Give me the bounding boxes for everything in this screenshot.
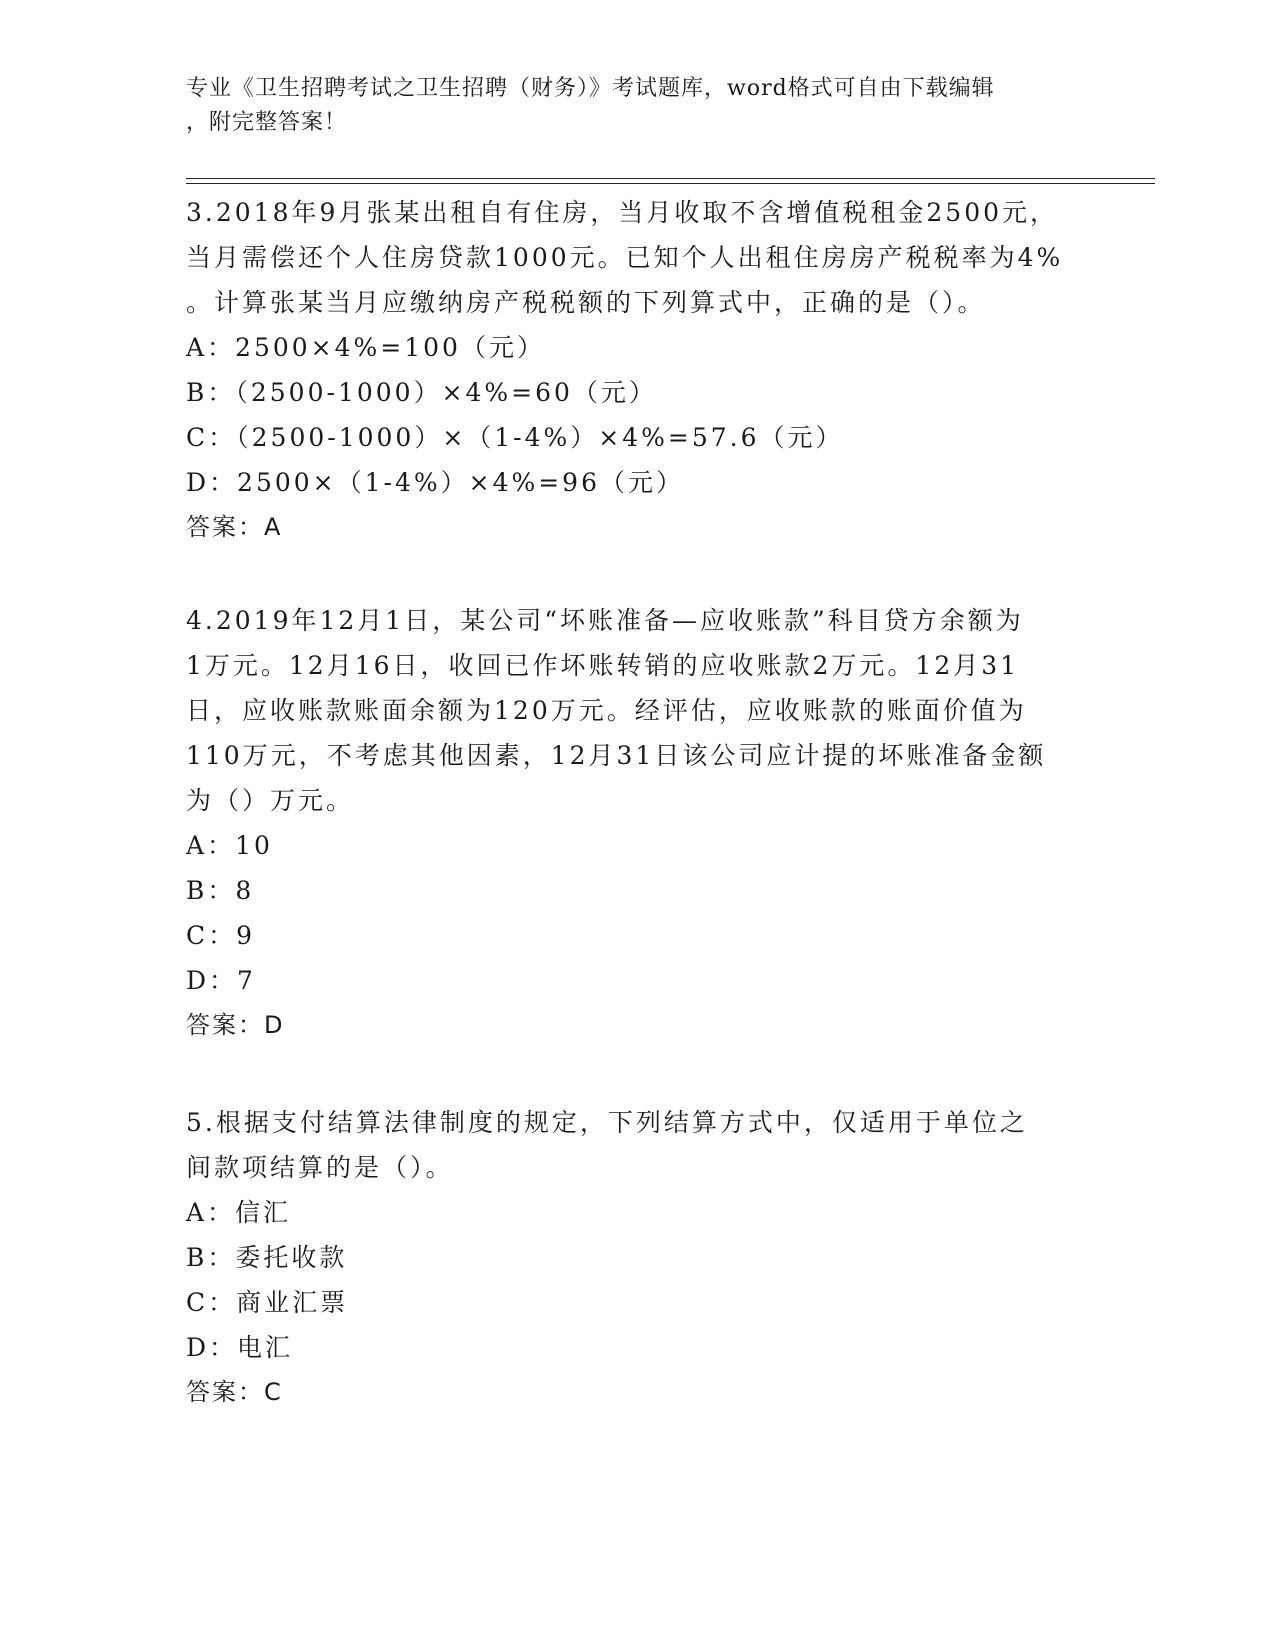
- option-a: A：2500×4%=100（元）: [186, 333, 545, 362]
- question-stem-line: 4.2019年12月1日，某公司“坏账准备—应收账款”科目贷方余额为: [186, 606, 1024, 635]
- option-d: D：电汇: [186, 1333, 294, 1362]
- question-stem-line: 间款项结算的是（）。: [186, 1153, 454, 1182]
- answer-line: 答案：A: [186, 513, 283, 541]
- question-stem-line: 当月需偿还个人住房贷款1000元。已知个人出租住房房产税税率为4%: [186, 243, 1064, 272]
- question-5: [186, 1100, 1086, 1415]
- question-4: [186, 598, 1086, 1048]
- document-header: [186, 72, 1086, 140]
- answer-line: 答案：C: [186, 1378, 283, 1406]
- answer-line: 答案：D: [186, 1011, 285, 1039]
- header-line: 专业《卫生招聘考试之卫生招聘（财务）》考试题库，word格式可自由下载编辑: [186, 76, 995, 101]
- header-divider-bottom: [186, 183, 1155, 184]
- question-stem-line: 为（）万元。: [186, 786, 355, 815]
- question-3: [186, 190, 1086, 550]
- question-stem-line: 日，应收账款账面余额为120万元。经评估，应收账款的账面价值为: [186, 696, 1027, 725]
- option-d: D：7: [186, 966, 256, 995]
- option-b: B：8: [186, 876, 255, 905]
- option-c: C：（2500-1000）×（1-4%）×4%=57.6（元）: [186, 423, 844, 452]
- header-divider-top: [186, 178, 1155, 179]
- header-line: ，附完整答案！: [186, 110, 348, 135]
- question-stem-line: 。计算张某当月应缴纳房产税税额的下列算式中，正确的是（）。: [186, 288, 986, 317]
- option-c: C：商业汇票: [186, 1288, 349, 1317]
- option-b: B：委托收款: [186, 1243, 348, 1272]
- question-stem-line: 3.2018年9月张某出租自有住房，当月收取不含增值税租金2500元，: [186, 198, 1059, 227]
- question-stem-line: 110万元，不考虑其他因素，12月31日该公司应计提的坏账准备金额: [186, 741, 1047, 770]
- question-stem-line: 5.根据支付结算法律制度的规定，下列结算方式中，仅适用于单位之: [186, 1108, 1028, 1137]
- question-stem-line: 1万元。12月16日，收回已作坏账转销的应收账款2万元。12月31: [186, 651, 1020, 680]
- option-a: A：信汇: [186, 1198, 292, 1227]
- option-b: B：（2500-1000）×4%=60（元）: [186, 378, 657, 407]
- option-c: C：9: [186, 921, 256, 950]
- option-d: D：2500×（1-4%）×4%=96（元）: [186, 468, 684, 497]
- option-a: A：10: [186, 831, 273, 860]
